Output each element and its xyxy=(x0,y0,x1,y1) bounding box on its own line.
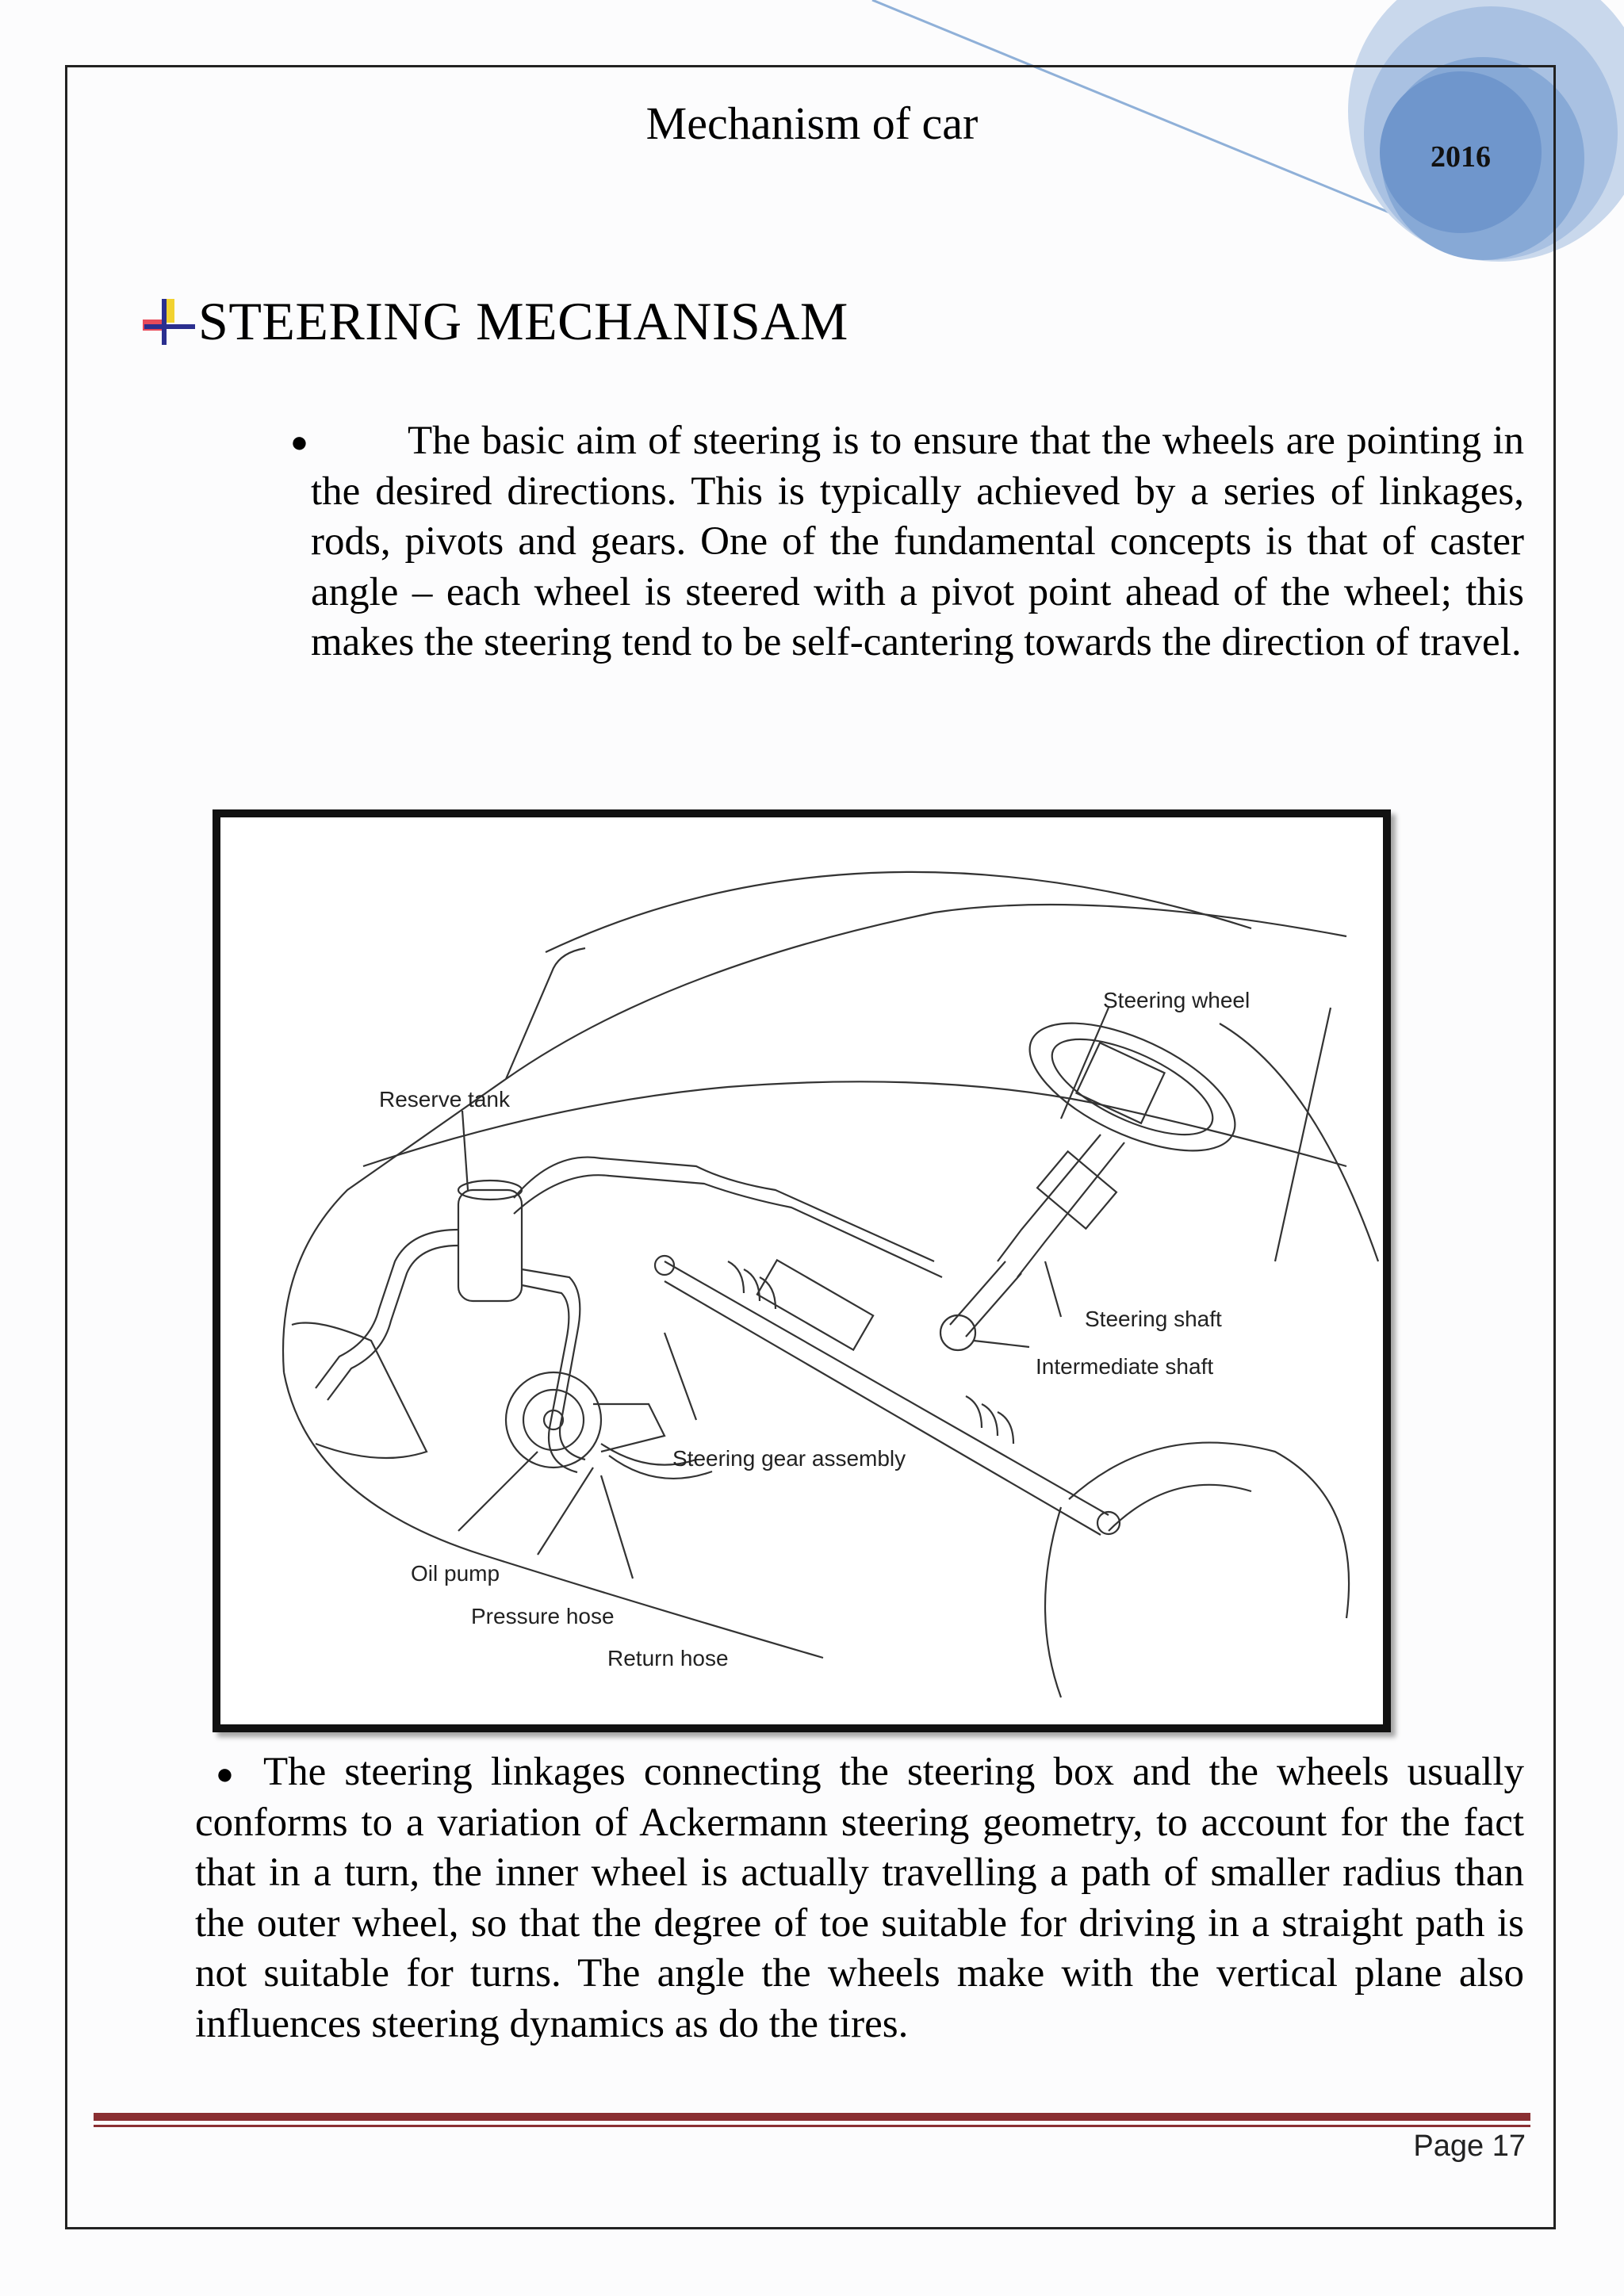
section-heading xyxy=(143,290,848,353)
paragraph-ackermann-text: The steering linkages connecting the steering box and the wheels usually conforms to a variation of Ackermann steering geometry, to account for the fact that in a turn, the inner wheel is actually travelling a path of smaller radius than the outer wheel, so that the degree of toe suitable for driving in a straight path is not suitable for turns. The angle the wheels make with the vertical plane also influences steering dynamics as do the tires. xyxy=(195,1750,1524,2046)
label-steering-gear-assembly: Steering gear assembly xyxy=(672,1446,906,1471)
paragraph-steering-aim-text: The basic aim of steering is to ensure that the wheels are pointing in the desired directions. This is typically achieved by a series of linkages, rods, pivots and gears. One of the fundamental concepts is that of caster angle – each wheel is steered with a pivot point ahead of the wheel; this makes the steering tend to be self-cantering towards the direction of travel. xyxy=(311,419,1524,664)
bullet-icon: ● xyxy=(216,1758,234,1791)
label-steering-shaft: Steering shaft xyxy=(1085,1307,1222,1331)
year-badge: 2016 xyxy=(1431,140,1491,174)
section-heading-text: STEERING MECHANISAM xyxy=(198,291,848,351)
label-oil-pump: Oil pump xyxy=(411,1561,500,1586)
steering-diagram xyxy=(220,817,1383,1724)
paragraph-ackermann xyxy=(195,1747,1524,2049)
label-steering-wheel: Steering wheel xyxy=(1103,988,1251,1012)
footer-rule-thin xyxy=(94,2125,1530,2127)
page-header-title: Mechanism of car xyxy=(645,98,979,149)
steering-system-figure xyxy=(213,809,1391,1732)
page-number: Page 17 xyxy=(1413,2130,1526,2163)
footer-rule xyxy=(94,2113,1530,2121)
plus-icon xyxy=(143,296,195,348)
label-intermediate-shaft: Intermediate shaft xyxy=(1036,1354,1214,1379)
label-return-hose: Return hose xyxy=(607,1646,729,1670)
paragraph-steering-aim xyxy=(311,416,1524,668)
bullet-icon: ● xyxy=(290,426,308,459)
label-reserve-tank: Reserve tank xyxy=(379,1087,510,1112)
label-pressure-hose: Pressure hose xyxy=(471,1604,615,1628)
